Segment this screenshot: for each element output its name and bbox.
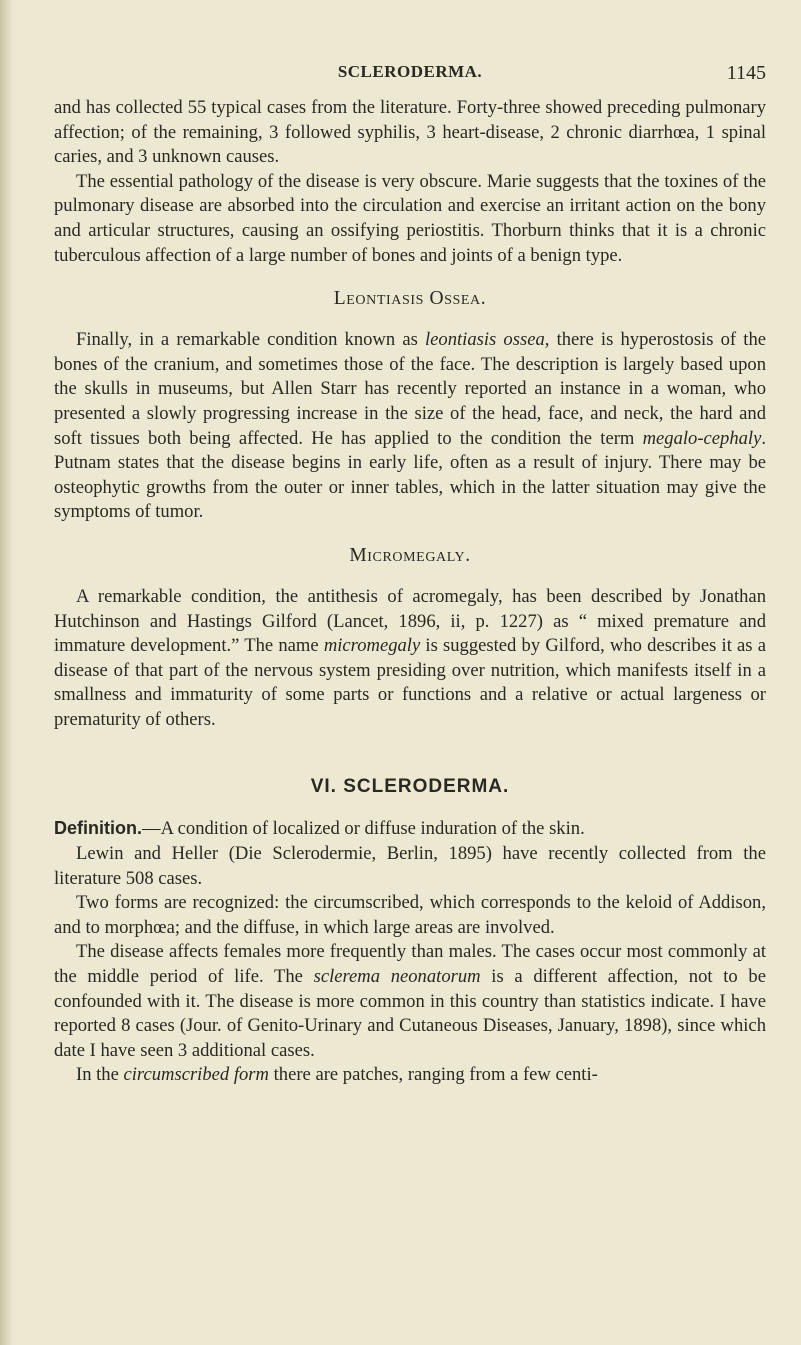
paragraph-cases-summary: and has collected 55 typical cases from the literature. Forty-three showed preceding pulmonary affection; of the remaining, 3 followed syphilis, 3 heart-disease, 2 chronic diarrhœa, 1 spinal caries, and 3 unknown causes.	[54, 97, 766, 168]
paragraph-incidence: The disease affects females more frequently than males. The cases occur most commonly at the middle period of life. The sclerema neonatorum is a different affection, not to be confounded with it. The disease is more common in this country than statistics indicate. I have reported 8 cases (Jour. of Genito-Urinary and Cutaneous Diseases, January, 1898), since which date I have seen 3 additional cases.	[54, 941, 766, 1061]
paragraph-circumscribed-form: In the circumscribed form there are patches, ranging from a few centi-	[76, 1064, 598, 1086]
chapter-heading-scleroderma: VI. SCLERODERMA.	[310, 776, 510, 798]
book-page	[54, 62, 766, 1088]
italic-term-leontiasis-ossea: leontiasis ossea	[424, 329, 545, 351]
running-head	[54, 62, 766, 96]
paragraph-definition: Definition.—A condition of localized or diffuse induration of the skin.	[54, 818, 585, 840]
page-binding-shadow	[0, 0, 14, 1345]
section-heading-leontiasis-ossea: Leontiasis Ossea.	[333, 288, 487, 310]
italic-term-circumscribed-form: circumscribed form	[123, 1064, 269, 1086]
definition-label: Definition.	[54, 818, 142, 839]
italic-term-sclerema-neonatorum: sclerema neonatorum	[313, 966, 481, 988]
paragraph-micromegaly: A remarkable condition, the antithesis of acromegaly, has been described by Jonathan Hutchinson and Hastings Gilford (Lancet, 1896, ii, p. 1227) as “ mixed premature and immature development.” The name micromegaly is suggested by Gilford, who describes it as a disease of that part of the nervous system presiding over nutrition, which manifests itself in a smallness and immaturity of some parts or functions and a relative or actual largeness or prematurity of others.	[54, 585, 766, 730]
page-number: 1145	[726, 62, 766, 84]
paragraph-pathology: The essential pathology of the disease is very obscure. Marie suggests that the toxines of the pulmonary disease are absorbed into the circulation and exercise an irritant action on the bony and articular structures, causing an ossifying periostitis. Thorburn thinks that it is a chronic tuberculous affection of a large number of bones and joints of a benign type.	[54, 170, 766, 266]
paragraph-lewin-heller: Lewin and Heller (Die Sclerodermie, Berlin, 1895) have recently collected from the literature 508 cases.	[54, 843, 766, 889]
italic-term-megalo-cephaly: megalo-cephaly	[642, 427, 762, 449]
italic-term-micromegaly: micromegaly	[323, 635, 421, 657]
paragraph-two-forms: Two forms are recognized: the circumscribed, which corresponds to the keloid of Addison, and to morphœa; and the diffuse, in which large areas are involved.	[54, 892, 766, 938]
running-title: SCLERODERMA.	[337, 62, 483, 81]
paragraph-leontiasis: Finally, in a remarkable condition known as leontiasis ossea, there is hyperostosis of the bones of the cranium, and sometimes those of the face. The description is largely based upon the skulls in museums, but Allen Starr has recently reported an instance in a woman, who presented a slowly progressing increase in the size of the head, face, and neck, the hard and soft tissues both being affected. He has applied to the condition the term megalo-cephaly. Putnam states that the disease begins in early life, often as a result of injury. There may be osteophytic growths from the outer or inner tables, which in the latter situation may give the symptoms of tumor.	[54, 329, 766, 523]
section-heading-micromegaly: Micromegaly.	[349, 544, 471, 566]
